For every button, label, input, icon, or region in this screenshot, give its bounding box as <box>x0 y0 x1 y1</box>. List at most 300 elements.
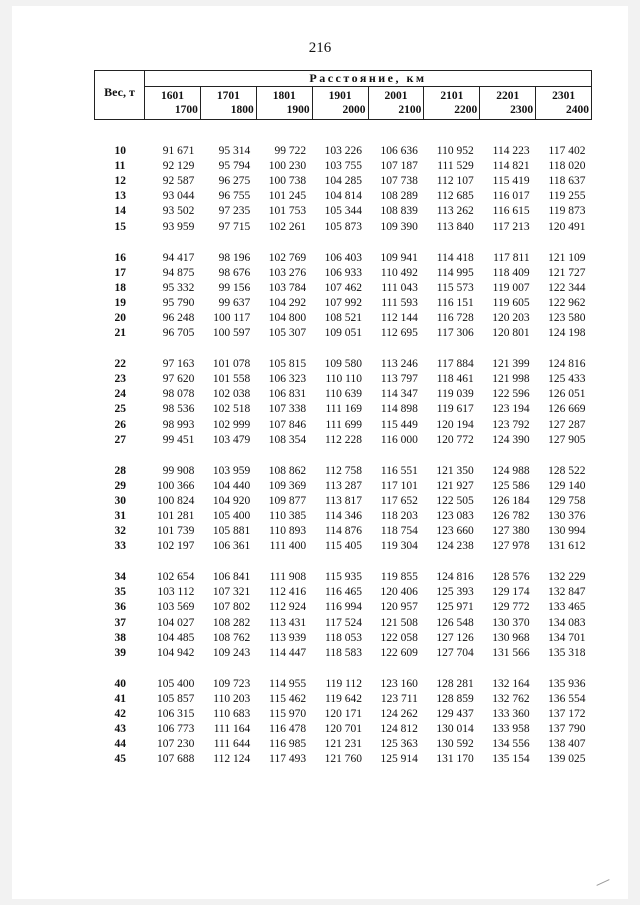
value-cell: 114 223 <box>492 145 530 158</box>
value-cell: 124 238 <box>436 540 474 553</box>
table-row <box>95 189 592 204</box>
value-cell: 120 406 <box>380 586 418 599</box>
value-cell: 129 174 <box>492 586 530 599</box>
value-cell: 123 580 <box>548 311 586 324</box>
distance-range-header <box>312 87 368 120</box>
value-cell: 124 816 <box>436 571 474 584</box>
value-cell: 118 754 <box>380 525 418 538</box>
table-row <box>95 251 592 266</box>
value-cell: 96 275 <box>218 175 251 188</box>
distance-range-header <box>368 87 424 120</box>
value-cell: 120 701 <box>324 723 362 736</box>
value-cell: 119 039 <box>436 388 474 401</box>
value-cell: 128 576 <box>492 571 530 584</box>
value-cell: 124 812 <box>380 723 418 736</box>
value-cell: 112 416 <box>269 586 307 599</box>
group-spacer <box>95 661 592 677</box>
value-cell: 115 935 <box>325 571 362 584</box>
value-cell: 95 794 <box>218 160 251 173</box>
value-cell: 123 194 <box>492 403 530 416</box>
value-cell: 98 676 <box>218 266 251 279</box>
value-cell: 122 505 <box>436 494 474 507</box>
value-cell: 120 957 <box>380 601 418 614</box>
value-cell: 97 163 <box>162 358 195 371</box>
distance-range-header <box>536 87 592 120</box>
table-row <box>95 737 592 752</box>
range-from: 2301 <box>552 90 576 102</box>
value-cell: 117 306 <box>436 327 474 340</box>
table-row <box>95 692 592 707</box>
value-cell: 129 437 <box>436 708 474 721</box>
weight-cell: 28 <box>114 464 126 477</box>
weight-cell: 25 <box>114 403 126 416</box>
value-cell: 127 978 <box>492 540 530 553</box>
value-cell: 125 914 <box>380 753 418 766</box>
value-cell: 112 144 <box>380 311 418 324</box>
value-cell: 109 580 <box>324 358 362 371</box>
value-cell: 117 811 <box>493 251 530 264</box>
table-row <box>95 326 592 341</box>
value-cell: 131 612 <box>548 540 586 553</box>
value-cell: 108 839 <box>380 205 418 218</box>
value-cell: 99 637 <box>218 296 251 309</box>
value-cell: 102 197 <box>157 540 195 553</box>
value-cell: 126 548 <box>436 616 474 629</box>
value-cell: 110 385 <box>269 510 307 523</box>
value-cell: 117 493 <box>269 753 307 766</box>
value-cell: 126 669 <box>548 403 586 416</box>
value-cell: 117 402 <box>548 145 586 158</box>
value-cell: 124 816 <box>548 358 586 371</box>
value-cell: 100 230 <box>268 160 307 173</box>
value-cell: 99 722 <box>274 145 307 158</box>
weight-column-header: Вес, т <box>95 71 145 120</box>
value-cell: 109 390 <box>380 220 418 233</box>
weight-cell: 44 <box>114 738 126 751</box>
value-cell: 116 994 <box>325 601 362 614</box>
value-cell: 104 814 <box>324 190 362 203</box>
value-cell: 106 315 <box>157 708 195 721</box>
group-spacer <box>95 120 592 145</box>
table-row <box>95 646 592 661</box>
value-cell: 120 203 <box>492 311 530 324</box>
value-cell: 102 038 <box>212 388 251 401</box>
value-cell: 101 245 <box>268 190 307 203</box>
value-cell: 108 282 <box>212 616 251 629</box>
weight-cell: 41 <box>114 692 126 705</box>
value-cell: 126 051 <box>548 388 586 401</box>
value-cell: 130 968 <box>492 631 530 644</box>
weight-cell: 23 <box>114 373 126 386</box>
weight-cell: 20 <box>114 311 126 324</box>
weight-cell: 39 <box>114 646 126 659</box>
table-row <box>95 174 592 189</box>
value-cell: 109 723 <box>212 677 251 690</box>
value-cell: 111 644 <box>213 738 251 751</box>
value-cell: 133 360 <box>492 708 530 721</box>
weight-cell: 31 <box>114 510 126 523</box>
range-to: 2200 <box>454 104 478 116</box>
value-cell: 113 939 <box>269 631 307 644</box>
value-cell: 121 927 <box>436 479 474 492</box>
weight-cell: 35 <box>114 586 126 599</box>
value-cell: 102 518 <box>212 403 251 416</box>
value-cell: 119 855 <box>380 571 418 584</box>
value-cell: 109 051 <box>324 327 362 340</box>
value-cell: 104 027 <box>157 616 195 629</box>
value-cell: 114 955 <box>269 677 307 690</box>
value-cell: 113 817 <box>325 494 362 507</box>
value-cell: 118 461 <box>436 373 474 386</box>
value-cell: 110 683 <box>213 708 251 721</box>
value-cell: 108 289 <box>380 190 418 203</box>
value-cell: 121 998 <box>492 373 530 386</box>
value-cell: 112 695 <box>380 327 418 340</box>
value-cell: 120 171 <box>324 708 362 721</box>
weight-cell: 34 <box>114 571 126 584</box>
weight-cell: 27 <box>114 433 126 446</box>
value-cell: 136 554 <box>548 692 586 705</box>
value-cell: 105 400 <box>157 677 195 690</box>
value-cell: 93 502 <box>162 205 195 218</box>
value-cell: 125 433 <box>548 373 586 386</box>
distance-range-header <box>145 87 201 120</box>
value-cell: 93 044 <box>162 190 195 203</box>
value-cell: 125 393 <box>436 586 474 599</box>
table-row <box>95 509 592 524</box>
value-cell: 100 117 <box>213 311 251 324</box>
value-cell: 122 058 <box>380 631 418 644</box>
value-cell: 105 881 <box>212 525 251 538</box>
range-from: 2101 <box>440 90 464 102</box>
table-row <box>95 144 592 159</box>
value-cell: 95 790 <box>162 296 195 309</box>
value-cell: 106 323 <box>268 373 307 386</box>
value-cell: 99 908 <box>162 464 195 477</box>
value-cell: 109 877 <box>268 494 307 507</box>
value-cell: 118 020 <box>548 160 586 173</box>
value-cell: 105 873 <box>324 220 362 233</box>
value-cell: 103 276 <box>268 266 307 279</box>
value-cell: 114 347 <box>380 388 418 401</box>
weight-cell: 40 <box>114 677 126 690</box>
value-cell: 109 369 <box>268 479 307 492</box>
distance-range-header <box>480 87 536 120</box>
value-cell: 106 831 <box>268 388 307 401</box>
value-cell: 113 262 <box>436 205 474 218</box>
value-cell: 111 593 <box>381 296 418 309</box>
value-cell: 127 126 <box>436 631 474 644</box>
value-cell: 119 642 <box>325 692 362 705</box>
range-to: 2400 <box>566 104 589 116</box>
weight-cell: 26 <box>114 418 126 431</box>
value-cell: 118 203 <box>380 510 418 523</box>
weight-cell: 21 <box>114 327 126 340</box>
value-cell: 100 824 <box>157 494 195 507</box>
value-cell: 129 772 <box>492 601 530 614</box>
weight-cell: 22 <box>114 358 126 371</box>
value-cell: 137 172 <box>548 708 586 721</box>
range-to: 1700 <box>174 104 198 116</box>
value-cell: 91 671 <box>162 145 195 158</box>
value-cell: 107 230 <box>157 738 195 751</box>
value-cell: 111 169 <box>325 403 362 416</box>
table-row <box>95 707 592 722</box>
value-cell: 101 753 <box>268 205 307 218</box>
value-cell: 139 025 <box>548 753 586 766</box>
value-cell: 116 465 <box>325 586 362 599</box>
weight-cell: 16 <box>114 251 126 264</box>
table-row <box>95 570 592 585</box>
value-cell: 101 739 <box>157 525 195 538</box>
value-cell: 133 958 <box>492 723 530 736</box>
value-cell: 92 129 <box>162 160 195 173</box>
value-cell: 105 815 <box>268 358 307 371</box>
value-cell: 123 083 <box>436 510 474 523</box>
value-cell: 112 228 <box>325 433 362 446</box>
weight-cell: 15 <box>114 220 126 233</box>
value-cell: 110 110 <box>325 373 362 386</box>
value-cell: 103 226 <box>324 145 362 158</box>
value-cell: 123 711 <box>380 692 418 705</box>
value-cell: 122 344 <box>548 281 586 294</box>
value-cell: 101 558 <box>212 373 251 386</box>
value-cell: 135 154 <box>492 753 530 766</box>
table-row <box>95 433 592 448</box>
value-cell: 121 350 <box>436 464 474 477</box>
table-row <box>95 204 592 219</box>
value-cell: 126 184 <box>492 494 530 507</box>
value-cell: 101 281 <box>157 510 195 523</box>
value-cell: 121 399 <box>492 358 530 371</box>
value-cell: 100 597 <box>212 327 251 340</box>
value-cell: 115 405 <box>325 540 362 553</box>
value-cell: 115 419 <box>492 175 530 188</box>
value-cell: 101 078 <box>212 358 251 371</box>
value-cell: 115 462 <box>269 692 307 705</box>
value-cell: 106 403 <box>324 251 362 264</box>
value-cell: 114 346 <box>325 510 362 523</box>
value-cell: 116 985 <box>269 738 307 751</box>
value-cell: 92 587 <box>162 175 195 188</box>
value-cell: 128 281 <box>436 677 474 690</box>
value-cell: 113 287 <box>325 479 362 492</box>
value-cell: 93 959 <box>162 220 195 233</box>
range-to: 1800 <box>230 104 254 116</box>
table-row <box>95 219 592 234</box>
weight-cell: 11 <box>114 160 126 173</box>
value-cell: 97 715 <box>218 220 251 233</box>
value-cell: 119 605 <box>492 296 530 309</box>
distance-range-header <box>424 87 480 120</box>
value-cell: 130 370 <box>492 616 530 629</box>
value-cell: 104 440 <box>212 479 251 492</box>
value-cell: 128 522 <box>548 464 586 477</box>
weight-cell: 42 <box>114 708 126 721</box>
value-cell: 121 508 <box>380 616 418 629</box>
value-cell: 114 876 <box>325 525 362 538</box>
value-cell: 107 846 <box>268 418 307 431</box>
value-cell: 104 942 <box>157 646 195 659</box>
value-cell: 119 304 <box>380 540 418 553</box>
value-cell: 99 451 <box>162 433 195 446</box>
value-cell: 117 652 <box>380 494 418 507</box>
value-cell: 107 802 <box>212 601 251 614</box>
value-cell: 113 840 <box>436 220 474 233</box>
value-cell: 111 699 <box>325 418 362 431</box>
distance-range-header <box>256 87 312 120</box>
value-cell: 96 755 <box>218 190 251 203</box>
table-row <box>95 722 592 737</box>
value-cell: 98 196 <box>218 251 251 264</box>
value-cell: 102 769 <box>268 251 307 264</box>
value-cell: 103 569 <box>157 601 195 614</box>
value-cell: 105 307 <box>268 327 307 340</box>
value-cell: 114 821 <box>492 160 530 173</box>
value-cell: 104 285 <box>324 175 362 188</box>
value-cell: 106 773 <box>157 723 195 736</box>
distance-header: Расстояние, км <box>145 71 592 87</box>
table-row <box>95 616 592 631</box>
value-cell: 110 639 <box>325 388 362 401</box>
value-cell: 109 941 <box>380 251 418 264</box>
range-to: 2000 <box>342 104 366 116</box>
value-cell: 95 332 <box>162 281 195 294</box>
value-cell: 112 924 <box>269 601 307 614</box>
value-cell: 138 407 <box>548 738 586 751</box>
value-cell: 130 592 <box>436 738 474 751</box>
value-cell: 116 615 <box>492 205 530 218</box>
value-cell: 98 536 <box>162 403 195 416</box>
value-cell: 97 235 <box>218 205 251 218</box>
value-cell: 98 078 <box>162 388 195 401</box>
value-cell: 114 995 <box>436 266 474 279</box>
value-cell: 120 491 <box>548 220 586 233</box>
value-cell: 105 400 <box>212 510 251 523</box>
weight-cell: 12 <box>114 175 126 188</box>
value-cell: 127 287 <box>548 418 586 431</box>
value-cell: 119 007 <box>492 281 530 294</box>
value-cell: 130 014 <box>436 723 474 736</box>
value-cell: 134 556 <box>492 738 530 751</box>
value-cell: 103 784 <box>268 281 307 294</box>
value-cell: 111 529 <box>437 160 474 173</box>
table-row <box>95 357 592 372</box>
value-cell: 137 790 <box>548 723 586 736</box>
value-cell: 110 952 <box>436 145 474 158</box>
value-cell: 122 596 <box>492 388 530 401</box>
value-cell: 108 762 <box>212 631 251 644</box>
table-row <box>95 281 592 296</box>
value-cell: 110 492 <box>380 266 418 279</box>
group-spacer <box>95 341 592 357</box>
table-body <box>95 120 592 768</box>
table-row <box>95 677 592 692</box>
weight-cell: 36 <box>114 601 126 614</box>
value-cell: 114 418 <box>436 251 474 264</box>
value-cell: 120 772 <box>436 433 474 446</box>
table-row <box>95 311 592 326</box>
value-cell: 116 478 <box>269 723 307 736</box>
value-cell: 130 376 <box>548 510 586 523</box>
value-cell: 121 727 <box>548 266 586 279</box>
value-cell: 114 447 <box>269 646 307 659</box>
value-cell: 122 962 <box>548 296 586 309</box>
value-cell: 106 933 <box>324 266 362 279</box>
value-cell: 105 857 <box>157 692 195 705</box>
value-cell: 107 187 <box>380 160 418 173</box>
value-cell: 130 994 <box>548 525 586 538</box>
value-cell: 113 431 <box>269 616 307 629</box>
value-cell: 115 970 <box>269 708 307 721</box>
value-cell: 116 728 <box>436 311 474 324</box>
weight-cell: 45 <box>114 753 126 766</box>
value-cell: 112 758 <box>325 464 362 477</box>
value-cell: 134 701 <box>548 631 586 644</box>
weight-cell: 14 <box>114 205 126 218</box>
value-cell: 118 053 <box>325 631 362 644</box>
table-row <box>95 372 592 387</box>
value-cell: 106 841 <box>212 571 251 584</box>
value-cell: 115 449 <box>380 418 418 431</box>
value-cell: 102 999 <box>212 418 251 431</box>
table-row <box>95 266 592 281</box>
value-cell: 120 194 <box>436 418 474 431</box>
value-cell: 97 620 <box>162 373 195 386</box>
value-cell: 94 875 <box>162 266 195 279</box>
group-spacer <box>95 448 592 464</box>
weight-cell: 18 <box>114 281 126 294</box>
value-cell: 124 988 <box>492 464 530 477</box>
tariff-table <box>94 70 592 767</box>
weight-cell: 13 <box>114 190 126 203</box>
value-cell: 100 366 <box>157 479 195 492</box>
table-row <box>95 296 592 311</box>
value-cell: 124 262 <box>380 708 418 721</box>
value-cell: 133 465 <box>548 601 586 614</box>
value-cell: 127 905 <box>548 433 586 446</box>
value-cell: 119 112 <box>325 677 362 690</box>
range-from: 2001 <box>384 90 408 102</box>
value-cell: 107 738 <box>380 175 418 188</box>
value-cell: 106 361 <box>212 540 251 553</box>
range-from: 1601 <box>160 90 184 102</box>
value-cell: 108 862 <box>268 464 307 477</box>
table-row <box>95 631 592 646</box>
value-cell: 106 636 <box>380 145 418 158</box>
value-cell: 124 390 <box>492 433 530 446</box>
value-cell: 107 992 <box>324 296 362 309</box>
value-cell: 125 586 <box>492 479 530 492</box>
value-cell: 94 417 <box>162 251 195 264</box>
table-row <box>95 600 592 615</box>
value-cell: 126 782 <box>492 510 530 523</box>
value-cell: 110 893 <box>269 525 307 538</box>
value-cell: 120 801 <box>492 327 530 340</box>
value-cell: 95 314 <box>218 145 251 158</box>
value-cell: 104 485 <box>157 631 195 644</box>
value-cell: 99 156 <box>218 281 251 294</box>
value-cell: 108 521 <box>324 311 362 324</box>
value-cell: 124 198 <box>548 327 586 340</box>
value-cell: 104 800 <box>268 311 307 324</box>
range-from: 1901 <box>328 90 352 102</box>
value-cell: 121 760 <box>324 753 362 766</box>
group-spacer <box>95 235 592 251</box>
value-cell: 132 762 <box>492 692 530 705</box>
weight-cell: 37 <box>114 616 126 629</box>
value-cell: 114 898 <box>380 403 418 416</box>
